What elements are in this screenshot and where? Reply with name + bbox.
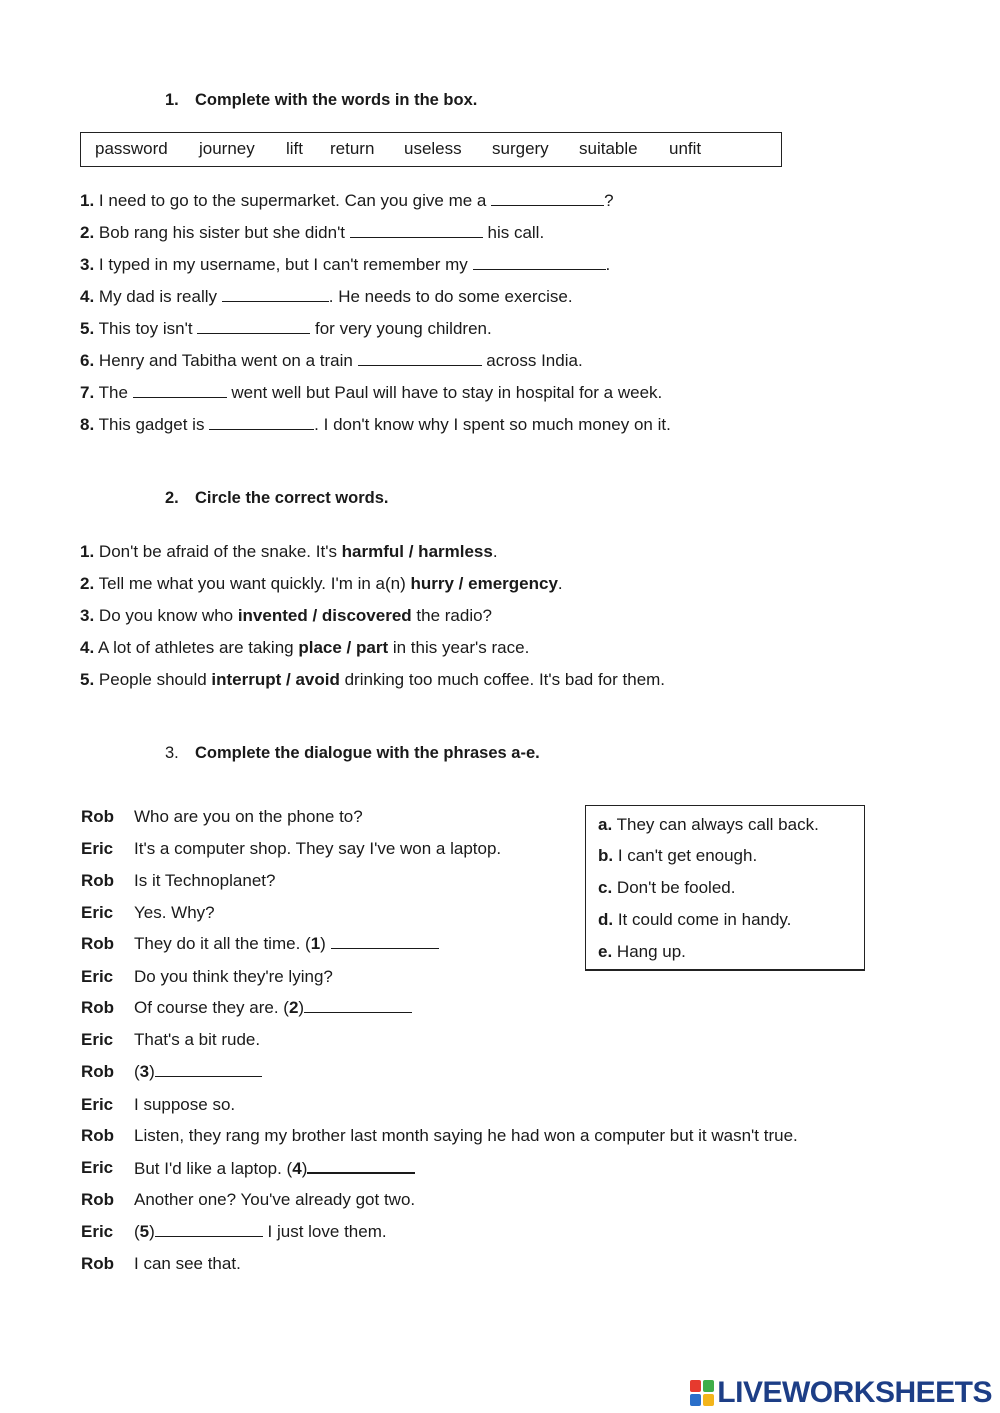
dialogue-text: I just love them. bbox=[262, 1222, 387, 1241]
dialogue-line: That's a bit rude. bbox=[134, 1030, 261, 1049]
item-text: in this year's race. bbox=[388, 638, 530, 657]
exercise2-item bbox=[80, 638, 529, 658]
item-text: . He needs to do some exercise. bbox=[328, 287, 573, 306]
exercise1-item bbox=[80, 223, 544, 243]
dialogue-text: But I'd like a laptop. ( bbox=[134, 1159, 293, 1178]
dialogue-line: Another one? You've already got two. bbox=[134, 1190, 416, 1209]
phrase-option bbox=[598, 942, 686, 962]
item-number: 3. bbox=[80, 255, 95, 274]
phrase-option bbox=[598, 878, 735, 898]
item-text: My dad is really bbox=[98, 287, 222, 306]
item-number: 5. bbox=[80, 319, 95, 338]
dialogue-speaker: Eric bbox=[81, 903, 114, 922]
word-choice[interactable]: interrupt / avoid bbox=[211, 670, 340, 689]
word-choice[interactable]: place / part bbox=[298, 638, 389, 657]
dialogue-speaker: Eric bbox=[81, 839, 114, 858]
section1-title: Complete with the words in the box. bbox=[195, 91, 478, 109]
answer-blank[interactable] bbox=[155, 1222, 263, 1237]
answer-blank[interactable] bbox=[155, 1062, 262, 1077]
item-text: his call. bbox=[482, 223, 545, 242]
dialogue-line bbox=[134, 1158, 415, 1179]
exercise2-item bbox=[80, 670, 665, 690]
item-number: 3. bbox=[80, 606, 95, 625]
phrase-letter: c. bbox=[598, 878, 613, 897]
dialogue-speaker: Rob bbox=[81, 1254, 115, 1273]
section3-title: Complete the dialogue with the phrases a-e. bbox=[195, 744, 540, 762]
word-choice[interactable]: harmful / harmless bbox=[341, 542, 493, 561]
answer-blank[interactable] bbox=[133, 383, 227, 398]
item-text: went well but Paul will have to stay in hospital for a week. bbox=[226, 383, 663, 402]
item-text: The bbox=[98, 383, 133, 402]
item-text: . bbox=[557, 574, 563, 593]
answer-blank[interactable] bbox=[358, 351, 482, 366]
item-text: the radio? bbox=[411, 606, 493, 625]
item-number: 8. bbox=[80, 415, 95, 434]
exercise1-item bbox=[80, 191, 614, 211]
word-choice[interactable]: hurry / emergency bbox=[410, 574, 558, 593]
dialogue-speaker: Rob bbox=[81, 1190, 115, 1209]
dialogue-speaker: Rob bbox=[81, 934, 115, 953]
exercise1-item bbox=[80, 255, 610, 275]
section1-heading bbox=[165, 91, 477, 110]
dialogue-line: Yes. Why? bbox=[134, 903, 215, 922]
dialogue-line: I suppose so. bbox=[134, 1095, 236, 1114]
exercise2-item bbox=[80, 574, 563, 594]
dialogue-text: ) bbox=[298, 998, 305, 1017]
dialogue-speaker: Rob bbox=[81, 871, 115, 890]
item-text: Henry and Tabitha went on a train bbox=[98, 351, 358, 370]
item-text: I need to go to the supermarket. Can you give me a bbox=[98, 191, 492, 210]
gap-number: 4 bbox=[292, 1159, 302, 1178]
item-number: 4. bbox=[80, 287, 95, 306]
dialogue-speaker: Eric bbox=[81, 967, 114, 986]
section2-heading bbox=[165, 489, 388, 508]
phrase-option bbox=[598, 815, 819, 835]
word-box-item: journey bbox=[199, 139, 255, 158]
phrase-option bbox=[598, 846, 757, 866]
phrase-text: It could come in handy. bbox=[613, 910, 792, 929]
phrase-letter: d. bbox=[598, 910, 614, 929]
phrase-text: Don't be fooled. bbox=[612, 878, 736, 897]
section2-number: 2. bbox=[165, 489, 179, 507]
item-number: 1. bbox=[80, 191, 95, 210]
item-text: Bob rang his sister but she didn't bbox=[98, 223, 350, 242]
dialogue-speaker: Eric bbox=[81, 1222, 114, 1241]
item-number: 6. bbox=[80, 351, 95, 370]
dialogue-text: ( bbox=[134, 1062, 140, 1081]
item-text: ? bbox=[604, 191, 614, 210]
exercise1-item bbox=[80, 351, 583, 371]
item-number: 2. bbox=[80, 574, 95, 593]
item-text: for very young children. bbox=[310, 319, 492, 338]
dialogue-text: Of course they are. ( bbox=[134, 998, 289, 1017]
dialogue-text: ) bbox=[301, 1159, 308, 1178]
exercise1-item bbox=[80, 383, 662, 403]
item-number: 5. bbox=[80, 670, 95, 689]
dialogue-line bbox=[134, 998, 412, 1018]
phrase-text: They can always call back. bbox=[612, 815, 819, 834]
phrase-text: I can't get enough. bbox=[613, 846, 758, 865]
dialogue-line: It's a computer shop. They say I've won a laptop. bbox=[134, 839, 502, 858]
phrase-box bbox=[585, 805, 865, 971]
gap-number: 5 bbox=[139, 1222, 150, 1241]
item-number: 4. bbox=[80, 638, 95, 657]
exercise1-item bbox=[80, 287, 573, 307]
dialogue-line bbox=[134, 1222, 387, 1242]
dialogue-speaker: Eric bbox=[81, 1095, 114, 1114]
section3-heading bbox=[165, 744, 540, 763]
gap-number: 3 bbox=[139, 1062, 150, 1081]
dialogue-line: Do you think they're lying? bbox=[134, 967, 333, 986]
phrase-option bbox=[598, 910, 791, 930]
item-text: . I don't know why I spent so much money on it. bbox=[314, 415, 671, 434]
word-box-item: lift bbox=[286, 139, 303, 158]
gap-number: 2 bbox=[288, 998, 299, 1017]
dialogue-text: ) bbox=[149, 1222, 155, 1241]
item-text: This toy isn't bbox=[98, 319, 198, 338]
dialogue-speaker: Rob bbox=[81, 1126, 115, 1145]
item-text: A lot of athletes are taking bbox=[97, 638, 299, 657]
item-number: 1. bbox=[80, 542, 95, 561]
answer-blank[interactable] bbox=[491, 191, 604, 206]
exercise1-item bbox=[80, 415, 671, 435]
dialogue-line bbox=[134, 934, 439, 954]
word-box-item: return bbox=[330, 139, 375, 158]
dialogue-line: I can see that. bbox=[134, 1254, 241, 1273]
dialogue-line: Is it Technoplanet? bbox=[134, 871, 276, 890]
answer-blank[interactable] bbox=[350, 223, 483, 238]
answer-blank[interactable] bbox=[304, 998, 412, 1013]
dialogue-speaker: Eric bbox=[81, 1030, 114, 1049]
dialogue-speaker: Rob bbox=[81, 998, 115, 1017]
answer-blank[interactable] bbox=[307, 1158, 415, 1174]
item-text: People should bbox=[98, 670, 212, 689]
item-text: . bbox=[492, 542, 498, 561]
section3-number: 3. bbox=[165, 744, 179, 762]
dialogue-speaker: Eric bbox=[81, 1158, 114, 1177]
gap-number: 1 bbox=[310, 934, 321, 953]
phrase-text: Hang up. bbox=[612, 942, 686, 961]
item-text: . bbox=[605, 255, 611, 274]
answer-blank[interactable] bbox=[473, 255, 606, 270]
item-text: across India. bbox=[481, 351, 583, 370]
answer-blank[interactable] bbox=[209, 415, 314, 430]
answer-blank[interactable] bbox=[222, 287, 329, 302]
word-box-item: suitable bbox=[579, 139, 638, 158]
dialogue-line bbox=[134, 1062, 262, 1082]
phrase-letter: a. bbox=[598, 815, 613, 834]
item-text: Tell me what you want quickly. I'm in a(n) bbox=[98, 574, 411, 593]
item-text: Do you know who bbox=[98, 606, 238, 625]
phrase-letter: e. bbox=[598, 942, 613, 961]
liveworksheets-logo bbox=[690, 1375, 992, 1411]
dialogue-text: ) bbox=[149, 1062, 155, 1081]
dialogue-speaker: Rob bbox=[81, 1062, 115, 1081]
logo-text: LIVEWORKSHEETS bbox=[717, 1376, 992, 1409]
logo-mark-icon bbox=[690, 1380, 714, 1406]
item-text: This gadget is bbox=[98, 415, 210, 434]
dialogue-line: Who are you on the phone to? bbox=[134, 807, 363, 826]
phrase-letter: b. bbox=[598, 846, 614, 865]
section1-number: 1. bbox=[165, 91, 179, 109]
item-text: drinking too much coffee. It's bad for them. bbox=[339, 670, 666, 689]
item-number: 2. bbox=[80, 223, 95, 242]
dialogue-text: ) bbox=[320, 934, 331, 953]
word-box-item: useless bbox=[404, 139, 462, 158]
dialogue-speaker: Rob bbox=[81, 807, 115, 826]
answer-blank[interactable] bbox=[197, 319, 310, 334]
answer-blank[interactable] bbox=[331, 934, 439, 949]
word-choice[interactable]: invented / discovered bbox=[237, 606, 412, 625]
word-box bbox=[80, 132, 782, 167]
item-number: 7. bbox=[80, 383, 95, 402]
item-text: I typed in my username, but I can't remember my bbox=[98, 255, 473, 274]
dialogue-line: Listen, they rang my brother last month saying he had won a computer but it wasn't true. bbox=[134, 1126, 798, 1145]
exercise1-item bbox=[80, 319, 492, 339]
dialogue-text: They do it all the time. ( bbox=[134, 934, 311, 953]
word-box-item: password bbox=[95, 139, 168, 158]
word-box-item: surgery bbox=[492, 139, 549, 158]
item-text: Don't be afraid of the snake. It's bbox=[98, 542, 342, 561]
word-box-item: unfit bbox=[669, 139, 702, 158]
section2-title: Circle the correct words. bbox=[195, 489, 389, 507]
dialogue-text: ( bbox=[134, 1222, 140, 1241]
exercise2-item bbox=[80, 606, 492, 626]
exercise2-item bbox=[80, 542, 498, 562]
